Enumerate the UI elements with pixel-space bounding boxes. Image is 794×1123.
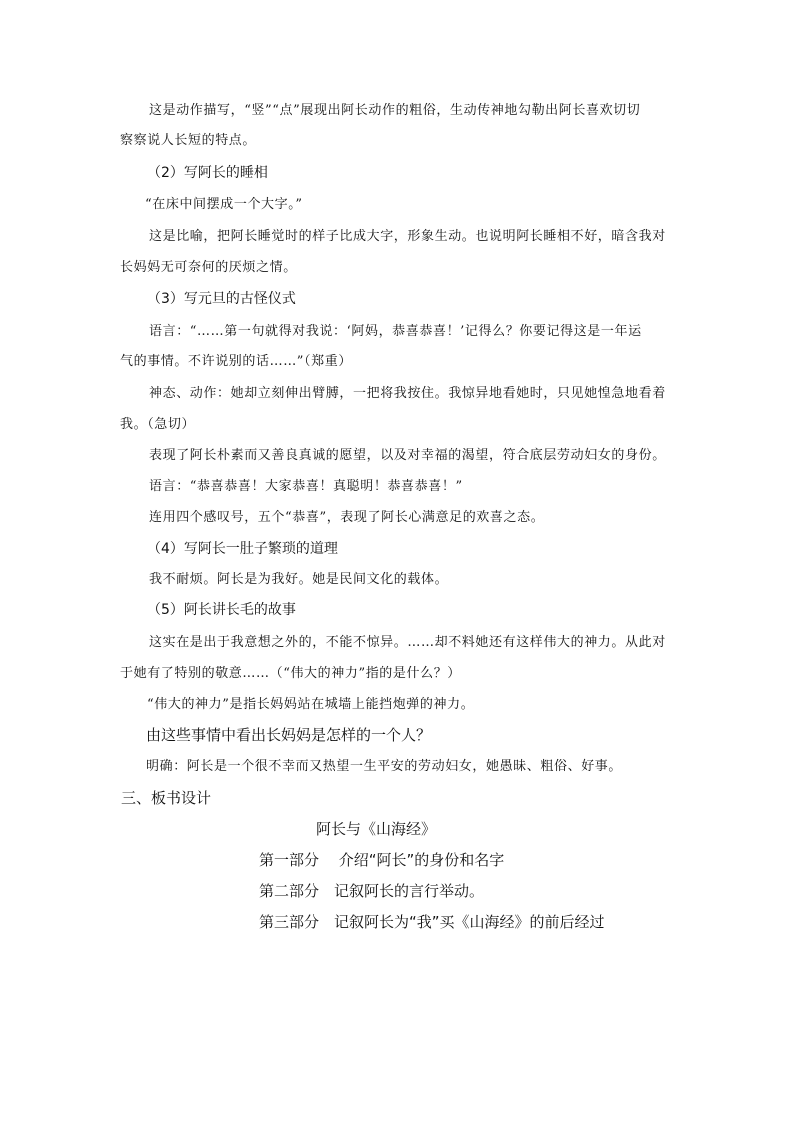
intro-line-2: 察察说人长短的特点。 <box>120 133 257 148</box>
section-5-line-2: 于她有了特别的敬意……（“伟大的神力”指的是什么？） <box>120 666 461 681</box>
board-design-heading: 三、板书设计 <box>121 789 212 807</box>
section-2-line-2: 长妈妈无可奈何的厌烦之情。 <box>120 260 297 275</box>
section-3-language-2: 语言：“恭喜恭喜！大家恭喜！真聪明！恭喜恭喜！” <box>149 479 463 494</box>
section-5-heading: （5）阿长讲长毛的故事 <box>147 602 296 618</box>
section-3-language-1-line-1: 语言：“……第一句就得对我说：‘阿妈，恭喜恭喜！’记得么？你要记得这是一年运 <box>149 324 642 339</box>
board-part-3: 第三部分 记叙阿长为“我”买《山海经》的前后经过 <box>259 913 605 931</box>
section-3-language-1-line-2: 气的事情。不许说别的话……”（郑重） <box>120 354 352 369</box>
section-2-quote: “在床中间摆成一个大字。” <box>145 197 303 212</box>
section-5-answer: “伟大的神力”是指长妈妈站在城墙上能挡炮弹的神力。 <box>147 697 475 712</box>
intro-line-1: 这是动作描写，“竖”“点”展现出阿长动作的粗俗，生动传神地勾勒出阿长喜欢切切 <box>149 103 641 118</box>
question-line: 由这些事情中看出长妈妈是怎样的一个人？ <box>146 726 432 744</box>
section-3-action-line-2: 我。（急切） <box>120 417 196 432</box>
section-5-line-1: 这实在是出于我意想之外的，不能不惊异。……却不料她还有这样伟大的神力。从此对 <box>149 635 666 650</box>
board-part-2: 第二部分 记叙阿长的言行举动。 <box>259 882 485 900</box>
section-3-action-line-1: 神态、动作：她却立刻伸出臂膊，一把将我按住。我惊异地看她时，只见她惶急地看着 <box>149 386 666 401</box>
section-3-heading: （3）写元旦的古怪仪式 <box>147 291 296 307</box>
clarification-line: 明确：阿长是一个很不幸而又热望一生平安的劳动妇女，她愚昧、粗俗、好事。 <box>146 759 623 774</box>
section-4-text: 我不耐烦。阿长是为我好。她是民间文化的载体。 <box>149 572 449 587</box>
section-2-heading: （2）写阿长的睡相 <box>147 165 268 181</box>
section-3-analysis: 连用四个感叹号，五个“恭喜”，表现了阿长心满意足的欢喜之态。 <box>149 510 545 525</box>
section-3-summary: 表现了阿长朴素而又善良真诚的愿望，以及对幸福的渴望，符合底层劳动妇女的身份。 <box>149 448 666 463</box>
section-4-heading: （4）写阿长一肚子繁琐的道理 <box>147 541 338 557</box>
section-2-line-1: 这是比喻，把阿长睡觉时的样子比成大字，形象生动。也说明阿长睡相不好，暗含我对 <box>149 229 666 244</box>
board-title: 阿长与《山海经》 <box>316 820 437 838</box>
board-part-1: 第一部分 介绍“阿长”的身份和名字 <box>259 851 505 869</box>
